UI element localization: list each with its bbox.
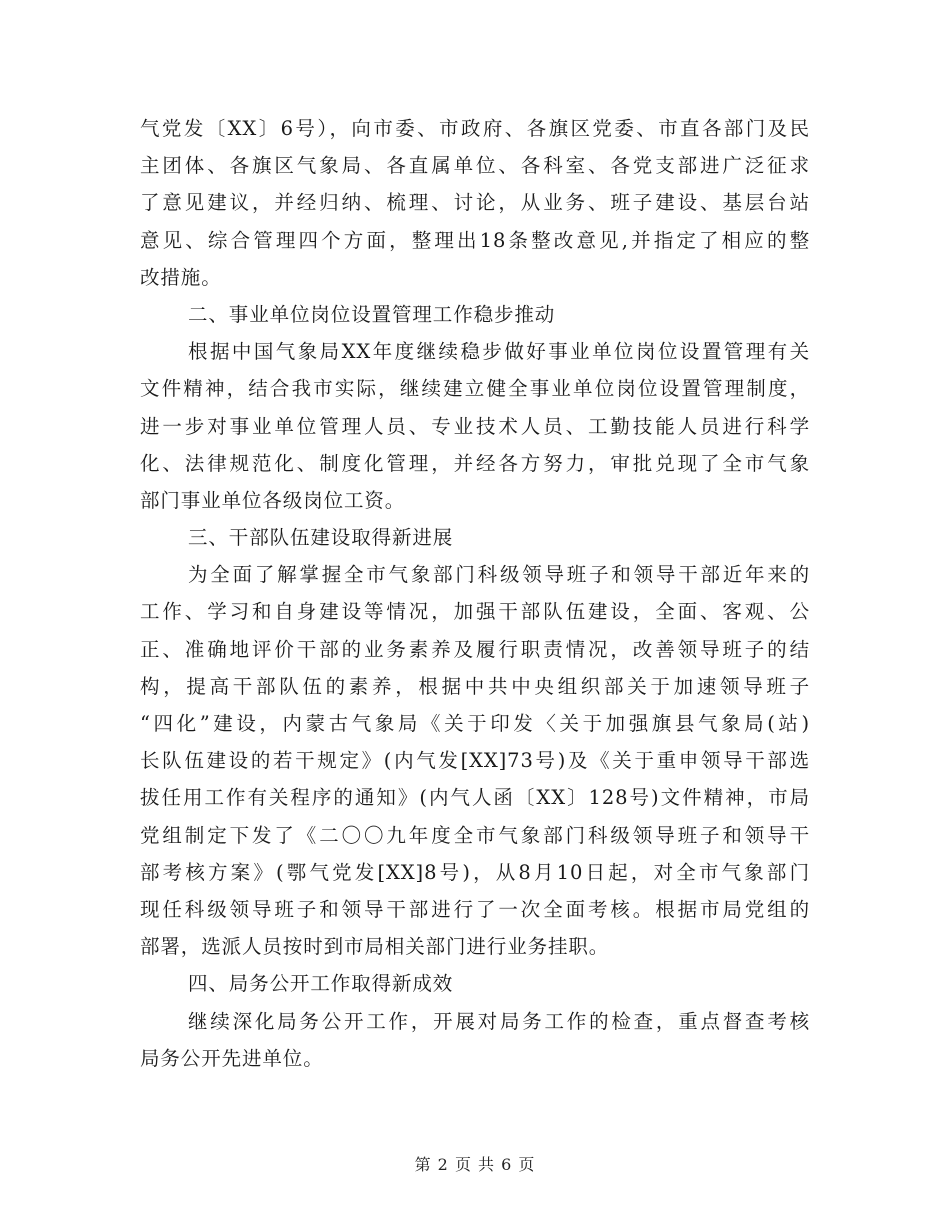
body-text-line: 主团体、各旗区气象局、各直属单位、各科室、各党支部进广泛征求: [140, 154, 810, 178]
body-text-line: 拔任用工作有关程序的通知》(内气人函〔XX〕128号)文件精神，市局: [140, 786, 810, 810]
body-text-line: 文件精神，结合我市实际，继续建立健全事业单位岗位设置管理制度，: [140, 377, 810, 401]
body-text-line: 意见、综合管理四个方面，整理出18条整改意见,并指定了相应的整: [140, 228, 810, 252]
body-text-line: “四化”建设，内蒙古气象局《关于印发〈关于加强旗县气象局(站): [140, 712, 810, 735]
body-text-line: 化、法律规范化、制度化管理，并经各方努力，审批兑现了全市气象: [140, 451, 810, 475]
body-text-line: 改措施。: [140, 265, 222, 289]
body-text-line: 三、干部队伍建设取得新进展: [188, 526, 454, 550]
page-number-footer: 第 2 页 共 6 页: [414, 1155, 536, 1174]
body-text-line: 正、准确地评价干部的业务素养及履行职责情况，改善领导班子的结: [140, 637, 810, 661]
body-text-line: 现任科级领导班子和领导干部进行了一次全面考核。根据市局党组的: [140, 897, 810, 921]
body-text-line: 部考核方案》(鄂气党发[XX]8号)，从8月10日起，对全市气象部门: [140, 860, 810, 884]
body-text-line: 进一步对事业单位管理人员、专业技术人员、工勤技能人员进行科学: [140, 414, 810, 438]
body-text-line: 为全面了解掌握全市气象部门科级领导班子和领导干部近年来的: [188, 563, 810, 587]
body-text-line: 根据中国气象局XX年度继续稳步做好事业单位岗位设置管理有关: [188, 340, 810, 364]
body-text-line: 部门事业单位各级岗位工资。: [140, 488, 406, 512]
body-text-line: 部署，选派人员按时到市局相关部门进行业务挂职。: [140, 935, 610, 959]
body-text-line: 气党发〔XX〕6号），向市委、市政府、各旗区党委、市直各部门及民: [140, 117, 810, 140]
body-text-line: 长队伍建设的若干规定》(内气发[XX]73号)及《关于重申领导干部选: [140, 749, 810, 773]
body-text-line: 继续深化局务公开工作，开展对局务工作的检查，重点督查考核: [188, 1009, 810, 1033]
document-body: [140, 110, 810, 1077]
body-text-line: 局务公开先进单位。: [140, 1046, 324, 1070]
body-text-line: 了意见建议，并经归纳、梳理、讨论，从业务、班子建设、基层台站: [140, 191, 810, 215]
body-text-line: 四、局务公开工作取得新成效: [188, 972, 454, 996]
body-text-line: 党组制定下发了《二〇〇九年度全市气象部门科级领导班子和领导干: [140, 823, 810, 847]
body-text-line: 二、事业单位岗位设置管理工作稳步推动: [188, 302, 556, 326]
body-text-line: 工作、学习和自身建设等情况，加强干部队伍建设，全面、客观、公: [140, 600, 810, 624]
body-text-line: 构，提高干部队伍的素养，根据中共中央组织部关于加速领导班子: [140, 674, 810, 698]
